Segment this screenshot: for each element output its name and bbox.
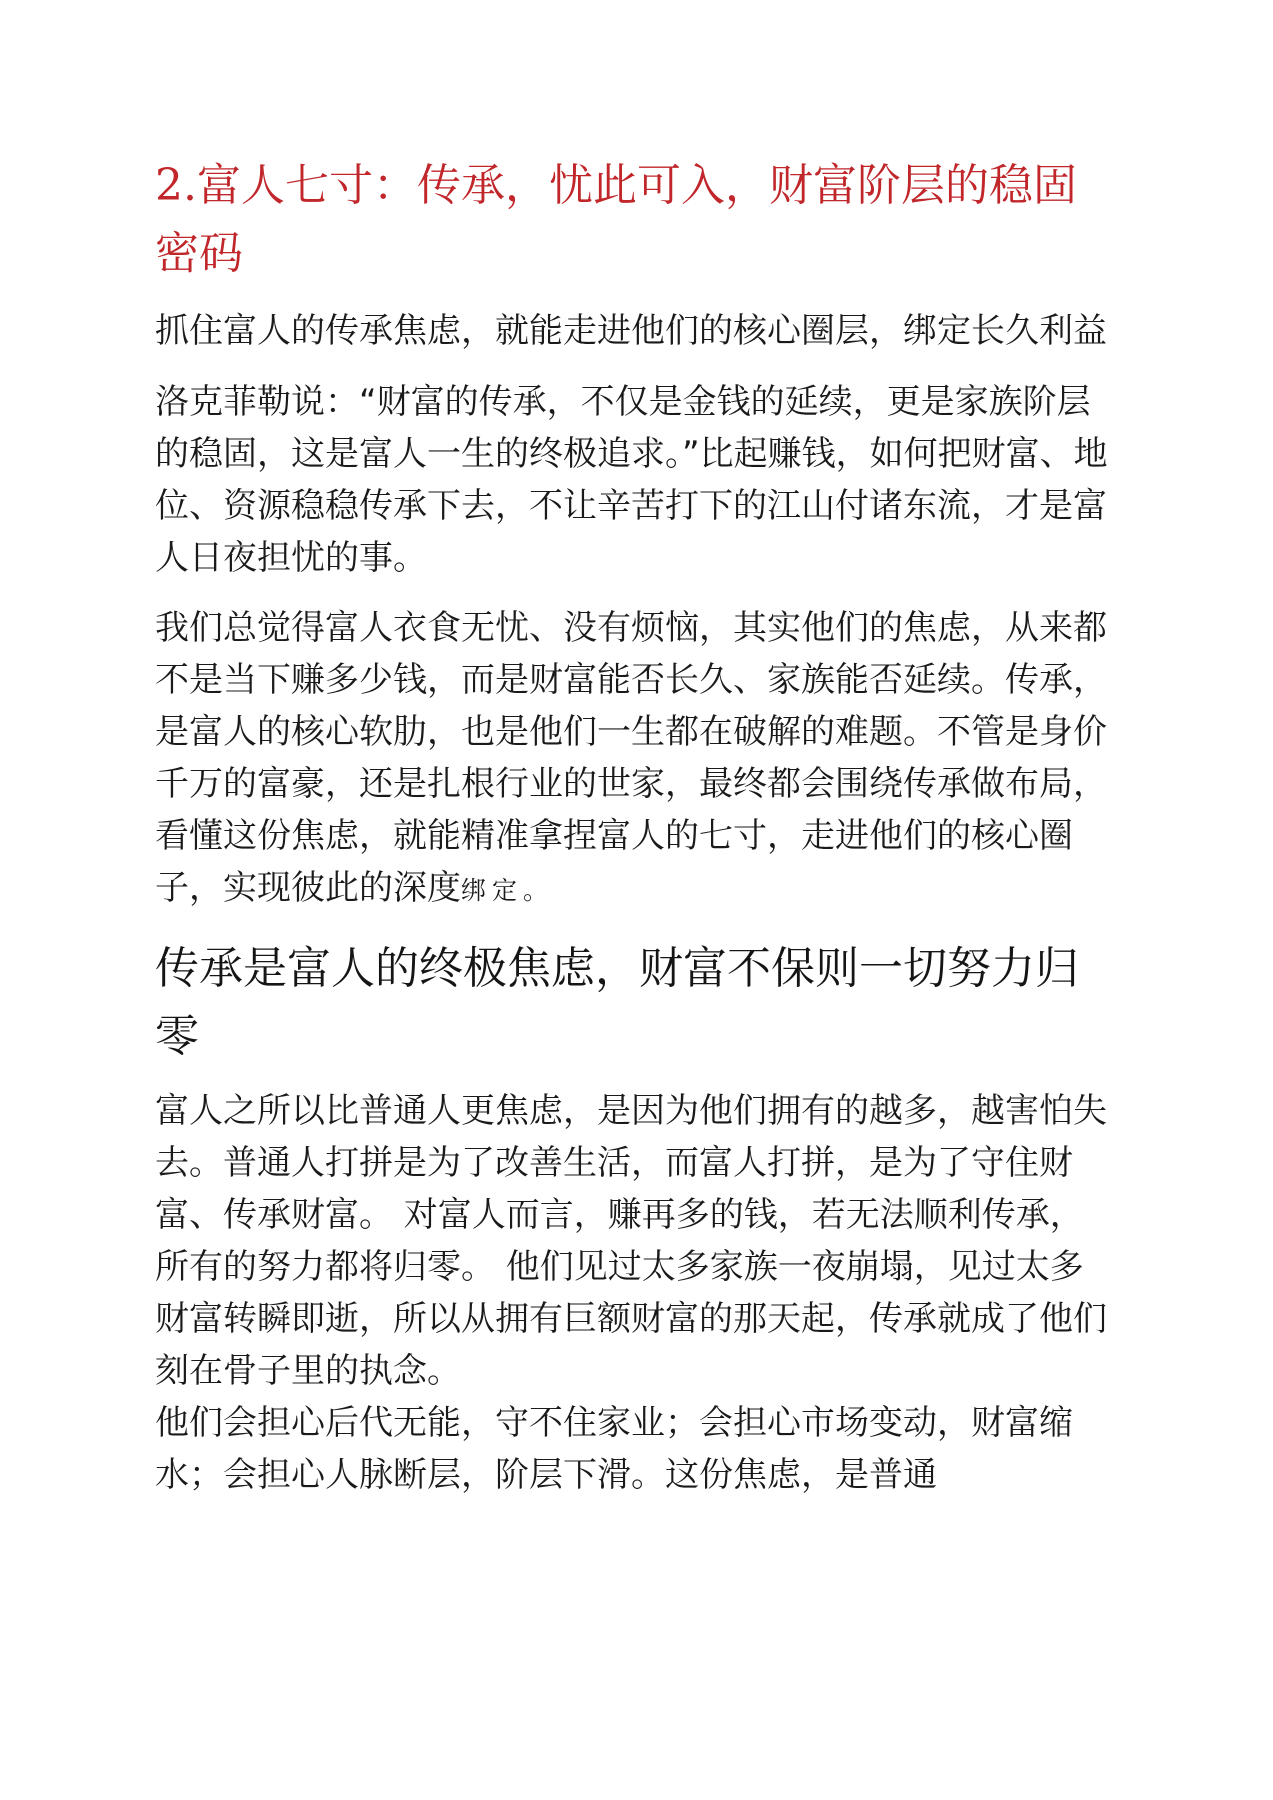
paragraph-worries: 他们会担心后代无能，守不住家业；会担心市场变动，财富缩水；会担心人脉断层，阶层下滑。这份焦虑，是普通 [155, 1403, 1073, 1495]
document-page [155, 152, 1115, 1519]
subsection-heading: 传承是富人的终极焦虑，财富不保则一切努力归零 [155, 943, 1079, 1062]
paragraph-fear: 富人之所以比普通人更焦虑，是因为他们拥有的越多，越害怕失去。普通人打拼是为了改善生活，而富人打拼，是为了守住财富、传承财富。 对富人而言，赚再多的钱，若无法顺利传承，所有的努力都将归零。 他们见过太多家族一夜崩塌，见过太多财富转瞬即逝，所以从拥有巨额财富的那天起，传承就成了他们刻在骨子里的执念。 [155, 1091, 1107, 1391]
paragraph-quote: 洛克菲勒说：“财富的传承，不仅是金钱的延续，更是家族阶层的稳固，这是富人一生的终极追求。”比起赚钱，如何把财富、地位、资源稳稳传承下去，不让辛苦打下的江山付诸东流，才是富人日夜担忧的事。 [155, 382, 1108, 578]
paragraph-anxiety-tail: 绑定。 [461, 876, 555, 905]
paragraph-anxiety-main: 我们总觉得富人衣食无忧、没有烦恼，其实他们的焦虑，从来都不是当下赚多少钱，而是财富能否长久、家族能否延续。传承，是富人的核心软肋，也是他们一生都在破解的难题。不管是身价千万的富豪，还是扎根行业的世家，最终都会围绕传承做布局，看懂这份焦虑，就能精准拿捏富人的七寸，走进他们的核心圈子，实现彼此的深度 [155, 608, 1107, 908]
paragraph-anxiety [155, 602, 1115, 917]
section-subtitle: 抓住富人的传承焦虑，就能走进他们的核心圈层，绑定长久利益 [155, 311, 1107, 351]
section-title: 2.富人七寸：传承，忧此可入，财富阶层的稳固密码 [155, 160, 1077, 279]
